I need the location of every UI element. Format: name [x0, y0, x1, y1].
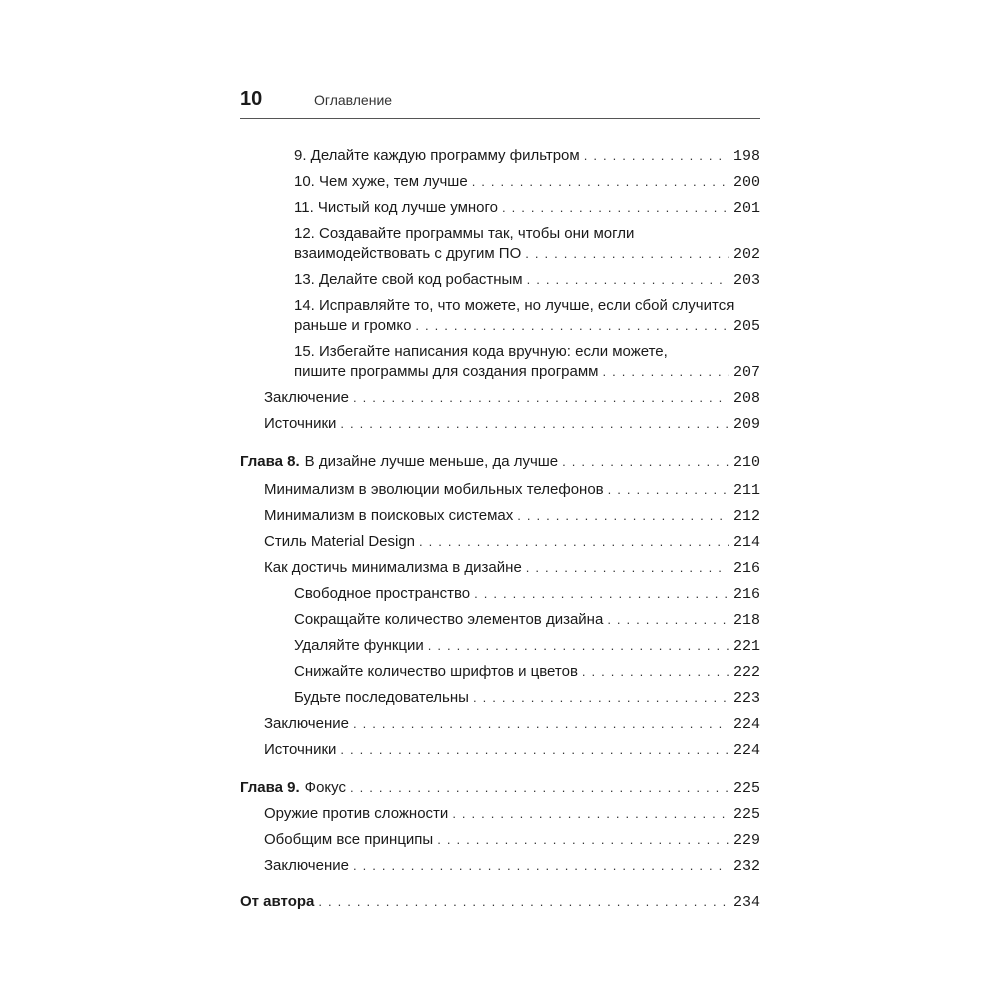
toc-entry-title: Стиль Material Design [264, 533, 416, 550]
toc-entry-line [240, 892, 760, 912]
toc-entry [240, 146, 760, 166]
toc-entry [240, 610, 760, 630]
toc-entry-title: Заключение [264, 715, 349, 732]
dot-leader [452, 804, 729, 824]
toc-entry-line [240, 610, 760, 630]
toc-entry-title: Заключение [264, 857, 349, 874]
toc-page-number: 211 [732, 482, 760, 499]
toc-page-number: 222 [732, 664, 760, 681]
running-title: Оглавление [314, 92, 393, 108]
book-page [240, 0, 760, 1000]
dot-leader [340, 414, 729, 434]
toc-chapter-entry [240, 778, 760, 798]
toc-page-number: 200 [732, 174, 760, 191]
chapter-label: Глава 9. [240, 779, 300, 796]
toc-entry-title: 11. Чистый код лучше умного [294, 199, 499, 216]
dot-leader [473, 688, 729, 708]
page-header [240, 88, 760, 114]
toc-entry [240, 506, 760, 526]
toc-page-number: 208 [732, 390, 760, 407]
dot-leader [517, 506, 729, 526]
dot-leader [437, 830, 729, 850]
toc-entry [240, 270, 760, 290]
dot-leader [353, 714, 729, 734]
toc-page-number: 202 [732, 246, 760, 263]
toc-entry-line [240, 830, 760, 850]
toc-entry-line [240, 452, 760, 472]
toc-page-number: 198 [732, 148, 760, 165]
toc-entry [240, 856, 760, 876]
toc-entry-title: Сокращайте количество элементов дизайна [294, 611, 604, 628]
toc-page-number: 225 [732, 806, 760, 823]
toc-entry-line [240, 388, 760, 408]
toc-entry-line [240, 584, 760, 604]
chapter-label: Глава 8. [240, 453, 300, 470]
toc-entry [240, 740, 760, 760]
toc-entry-title-line: 12. Создавайте программы так, чтобы они могли [294, 225, 635, 242]
toc-entry-line [240, 362, 760, 382]
dot-leader [582, 662, 729, 682]
dot-leader [350, 778, 729, 798]
page-number: 10 [240, 88, 263, 110]
toc-entry-title: Свободное пространство [294, 585, 471, 602]
toc-entry-title: В дизайне лучше меньше, да лучше [304, 453, 559, 470]
toc-entry-title: Оружие против сложности [264, 805, 449, 822]
dot-leader [419, 532, 729, 552]
toc-entry-line [240, 778, 760, 798]
dot-leader [527, 270, 729, 290]
toc-page-number: 216 [732, 586, 760, 603]
toc-entry-title: 9. Делайте каждую программу фильтром [294, 147, 580, 164]
toc-entry-line [240, 804, 760, 824]
toc-entry [240, 342, 760, 382]
dot-leader [584, 146, 729, 166]
toc-page-number: 203 [732, 272, 760, 289]
toc-entry-title: раньше и громко [294, 317, 412, 334]
toc-entry-line [240, 688, 760, 708]
toc-entry [240, 688, 760, 708]
toc-page-number: 209 [732, 416, 760, 433]
toc-entry-line [240, 532, 760, 552]
toc-entry-line [240, 316, 760, 336]
toc-entry-title: От автора [240, 893, 315, 910]
toc-page-number: 229 [732, 832, 760, 849]
toc-page-number: 218 [732, 612, 760, 629]
toc-entry-line [240, 172, 760, 192]
toc-page-number: 224 [732, 716, 760, 733]
toc-entry-line [240, 414, 760, 434]
dot-leader [428, 636, 729, 656]
toc-entry [240, 532, 760, 552]
toc-entry [240, 172, 760, 192]
toc-page-number: 214 [732, 534, 760, 551]
toc-entry-title: Источники [264, 741, 337, 758]
toc-entry [240, 662, 760, 682]
dot-leader [602, 362, 729, 382]
toc-entry [240, 414, 760, 434]
toc-entry-title: пишите программы для создания программ [294, 363, 599, 380]
toc-entry-title: Источники [264, 415, 337, 432]
toc-page-number: 224 [732, 742, 760, 759]
toc-entry-line [240, 740, 760, 760]
toc-page-number: 221 [732, 638, 760, 655]
toc-entry [240, 296, 760, 336]
toc-entry [240, 558, 760, 578]
toc-entry-line [240, 558, 760, 578]
dot-leader [608, 480, 729, 500]
dot-leader [502, 198, 729, 218]
toc-entry-title: 13. Делайте свой код робастным [294, 271, 523, 288]
dot-leader [353, 388, 729, 408]
toc-entry-line [240, 270, 760, 290]
toc-chapter-entry [240, 892, 760, 912]
toc-entry [240, 584, 760, 604]
toc-entry [240, 388, 760, 408]
toc-page-number: 201 [732, 200, 760, 217]
toc-entry-line [240, 714, 760, 734]
toc-entry [240, 636, 760, 656]
dot-leader [472, 172, 729, 192]
toc-entry-title: Заключение [264, 389, 349, 406]
toc-entry-title: 10. Чем хуже, тем лучше [294, 173, 468, 190]
toc-entry-title: Фокус [304, 779, 346, 796]
toc-entry-title: Как достичь минимализма в дизайне [264, 559, 522, 576]
toc-entry [240, 714, 760, 734]
toc-entry [240, 198, 760, 218]
dot-leader [340, 740, 729, 760]
toc-chapter-entry [240, 452, 760, 472]
dot-leader [474, 584, 729, 604]
header-rule [240, 118, 760, 119]
toc-page-number: 210 [732, 454, 760, 471]
toc-entry-line [240, 146, 760, 166]
dot-leader [526, 558, 729, 578]
toc-page-number: 216 [732, 560, 760, 577]
toc-page-number: 207 [732, 364, 760, 381]
toc-entry-title: Будьте последовательны [294, 689, 469, 706]
toc-entry-title: взаимодействовать с другим ПО [294, 245, 522, 262]
toc-entry-title-line: 14. Исправляйте то, что можете, но лучше, если сбой случится [294, 297, 735, 314]
toc-entry-line [240, 856, 760, 876]
toc-entry [240, 480, 760, 500]
toc-entry [240, 224, 760, 264]
toc-page-number: 212 [732, 508, 760, 525]
toc-page-number: 223 [732, 690, 760, 707]
toc-entry-title: Минимализм в эволюции мобильных телефонов [264, 481, 604, 498]
toc-page-number: 225 [732, 780, 760, 797]
dot-leader [525, 244, 729, 264]
dot-leader [607, 610, 729, 630]
toc-entry [240, 830, 760, 850]
dot-leader [415, 316, 729, 336]
toc-page-number: 234 [732, 894, 760, 911]
toc-page-number: 205 [732, 318, 760, 335]
toc-entry-title: Обобщим все принципы [264, 831, 434, 848]
dot-leader [562, 452, 729, 472]
toc-page-number: 232 [732, 858, 760, 875]
toc-entry-line [240, 244, 760, 264]
toc-entry-title-line: 15. Избегайте написания кода вручную: если можете, [294, 343, 668, 360]
toc-entry-title: Минимализм в поисковых системах [264, 507, 514, 524]
dot-leader [318, 892, 729, 912]
toc-entry-line [240, 506, 760, 526]
toc-entry-line [240, 480, 760, 500]
toc-entry-line [240, 198, 760, 218]
toc-entry-line [240, 636, 760, 656]
toc-entry-title: Снижайте количество шрифтов и цветов [294, 663, 578, 680]
toc-entry [240, 804, 760, 824]
dot-leader [353, 856, 729, 876]
toc-entry-title: Удаляйте функции [294, 637, 424, 654]
toc-entry-line [240, 662, 760, 682]
